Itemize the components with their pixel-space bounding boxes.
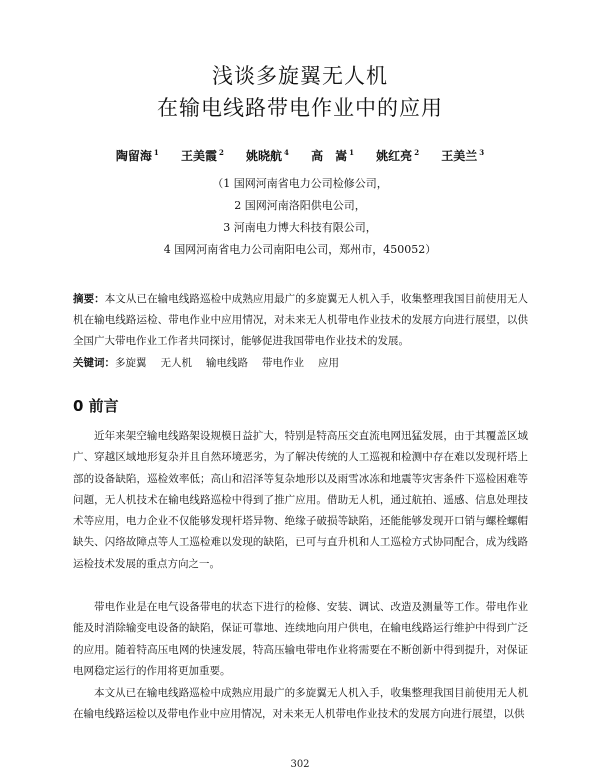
body-paragraph-3 (73, 683, 528, 726)
affiliation-line: （1 国网河南省电力公司检修公司， (212, 177, 388, 190)
paragraph-text: 本文从已在输电线路巡检中成熟应用最广的多旋翼无人机入手，收集整理我国目前使用无人机在输电线路运检以及带电作业中应用情况，对未来无人机带电作业技术的发展方向进行展望，以供 (73, 687, 528, 721)
section-heading: 0 前言 (73, 397, 119, 415)
author-affiliation-mark: 2 (218, 148, 224, 157)
author-affiliation-mark: 1 (153, 148, 159, 157)
body-paragraph-1 (73, 426, 528, 575)
keyword: 多旋翼 (115, 357, 147, 369)
author-name: 王美兰 (441, 149, 478, 163)
abstract-text: 本文从已在输电线路巡检中成熟应用最广的多旋翼无人机入手，收集整理我国目前使用无人机在输电线路运检、带电作业中应用情况，对未来无人机带电作业技术的发展方向进行展望，以供全国广大带电作业工作者共同探讨，能够促进我国带电作业技术的发展。 (73, 293, 528, 347)
abstract-label: 摘要： (73, 293, 105, 305)
author-affiliation-mark: 2 (414, 148, 420, 157)
page-number: 302 (290, 759, 310, 770)
paper-title-line-2: 在输电线路带电作业中的应用 (157, 96, 443, 120)
author (311, 147, 354, 164)
keywords (73, 355, 533, 370)
paragraph-text: 带电作业是在电气设备带电的状态下进行的检修、安装、调试、改造及测量等工作。带电作业能及时消除输变电设备的缺陷，保证可靠地、连续地向用户供电，在输电线路运行维护中得到广泛的应用。随着特高压电网的快速发展，特高压输电带电作业将需要在不断创新中得到提升，对保证电网稳定运行的作用将更加重要。 (73, 601, 528, 677)
author-name: 姚晓航 (246, 149, 283, 163)
author (376, 147, 419, 164)
keyword: 无人机 (160, 357, 192, 369)
keyword: 应用 (318, 357, 339, 369)
paper-title-line-1: 浅谈多旋翼无人机 (212, 64, 388, 88)
affiliation-line: 2 国网河南洛阳供电公司， (234, 199, 366, 212)
affiliation-line: 4 国网河南省电力公司南阳电公司，郑州市，450052） (163, 243, 437, 256)
author (116, 147, 159, 164)
keyword: 输电线路 (206, 357, 248, 369)
author (181, 147, 224, 164)
abstract (73, 289, 528, 352)
body-paragraph-2 (73, 597, 528, 682)
affiliation-line: 3 河南电力博大科技有限公司， (223, 221, 377, 234)
paragraph-text: 近年来架空输电线路架设规模日益扩大，特别是特高压交直流电网迅猛发展，由于其覆盖区域广、穿越区域地形复杂并且自然环境恶劣，为了解决传统的人工巡视和检测中存在难以发现杆塔上部的设备缺陷，巡检效率低；高山和沼泽等复杂地形以及雨雪冰冻和地震等灾害条件下巡检困难等问题，无人机技术在输电线路巡检中得到了推广应用。借助无人机，通过航拍、遥感、信息处理技术等应用，电力企业不仅能够发现杆塔异物、绝缘子破损等缺陷，还能能够发现开口销与螺栓螺帽缺失、闪络故障点等人工巡检难以发现的缺陷，已可与直升机和人工巡检方式协同配合，成为线路运检技术发展的重点方向之一。 (73, 430, 528, 570)
author-name: 王美霞 (180, 149, 217, 163)
keyword: 带电作业 (262, 357, 304, 369)
author-affiliation-mark: 4 (284, 148, 289, 157)
author-affiliation-mark: 3 (479, 148, 485, 157)
author-list (0, 147, 600, 164)
author-affiliation-mark: 1 (349, 148, 354, 157)
author (441, 147, 484, 164)
author-name: 陶留海 (115, 149, 152, 163)
keywords-label: 关键词： (73, 357, 115, 369)
author-name: 高 嵩 (311, 149, 348, 163)
author-name: 姚红亮 (376, 149, 413, 163)
author (246, 147, 289, 164)
